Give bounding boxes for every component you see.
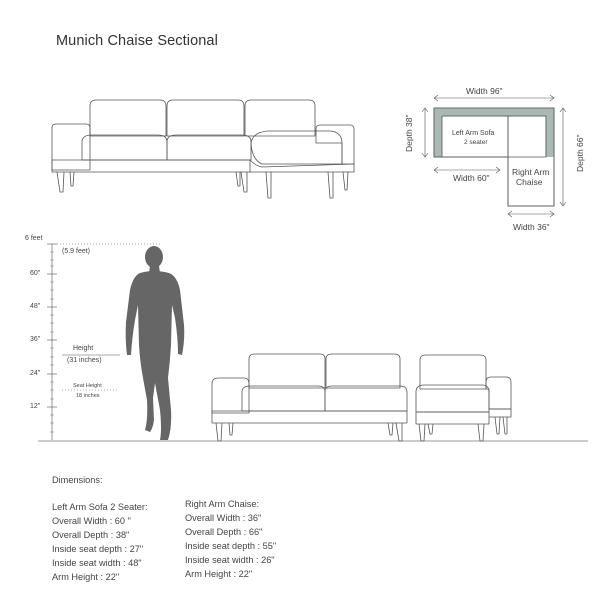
seat-height-label: Seat Height xyxy=(73,383,102,389)
left-arm xyxy=(52,124,90,170)
scale-tick-48: 48" xyxy=(30,303,41,310)
left-sofa-line: Overall Width : 60 " xyxy=(52,515,131,526)
right-chaise-dimensions xyxy=(185,498,276,581)
left-sofa-line: Inside seat depth : 27" xyxy=(52,543,144,554)
right-chaise-line: Overall Depth : 66" xyxy=(185,526,263,537)
scale-tick-12: 12" xyxy=(30,403,41,410)
scale-tick-6ft: 6 feet xyxy=(25,235,43,242)
scale-tick-36: 36" xyxy=(30,336,41,343)
plan-chaise-sublabel: Chaise xyxy=(516,177,543,187)
left-sofa-dimensions xyxy=(52,501,148,584)
right-chaise-line: Inside seat depth : 55" xyxy=(185,540,277,551)
plan-sofa-sublabel: 2 seater xyxy=(464,139,488,146)
right-chaise-line: Inside seat width : 26" xyxy=(185,554,275,565)
sofa-height-value: (31 inches) xyxy=(67,357,102,364)
plan-depth-left: Depth 38" xyxy=(404,114,414,152)
chaise-base xyxy=(250,160,354,172)
left-sofa-title: Left Arm Sofa 2 Seater: xyxy=(52,502,148,512)
dimensions-heading: Dimensions: xyxy=(52,475,103,485)
scale-tick-24: 24" xyxy=(30,370,41,377)
seat-cushion-2 xyxy=(167,135,251,160)
right-chaise-line: Overall Width : 36" xyxy=(185,512,262,523)
plan-chaise-label: Right Arm xyxy=(512,167,550,177)
left-sofa-line: Inside seat width : 48" xyxy=(52,557,142,568)
back-cushion-1 xyxy=(90,100,166,136)
sectional-front-view xyxy=(52,100,354,198)
seat-cushion-1 xyxy=(82,135,167,160)
plan-sofa-label: Left Arm Sofa xyxy=(452,130,495,137)
page-title: Munich Chaise Sectional xyxy=(56,33,218,49)
right-chaise-title: Right Arm Chaise: xyxy=(185,499,260,509)
sofa-height-label: Height xyxy=(73,345,94,352)
plan-depth-right: Depth 66" xyxy=(575,134,585,172)
plan-width-bottom-left: Width 60" xyxy=(453,173,490,183)
back-cushion-2 xyxy=(167,100,244,136)
scale-tick-60: 60" xyxy=(30,270,41,277)
left-sofa-line: Overall Depth : 38" xyxy=(52,529,130,540)
plan-width-bottom-right: Width 36" xyxy=(513,222,550,232)
right-chaise-line: Arm Height : 22" xyxy=(185,568,253,579)
left-sofa-line: Arm Height : 22" xyxy=(52,571,120,582)
plan-width-top: Width 96" xyxy=(466,86,503,96)
person-height-note: (5.9 feet) xyxy=(62,248,91,255)
sofa-side-view xyxy=(212,354,407,441)
person-silhouette xyxy=(126,246,185,440)
seat-height-value: 18 inches xyxy=(76,393,100,399)
chaise-side-view xyxy=(416,355,511,441)
